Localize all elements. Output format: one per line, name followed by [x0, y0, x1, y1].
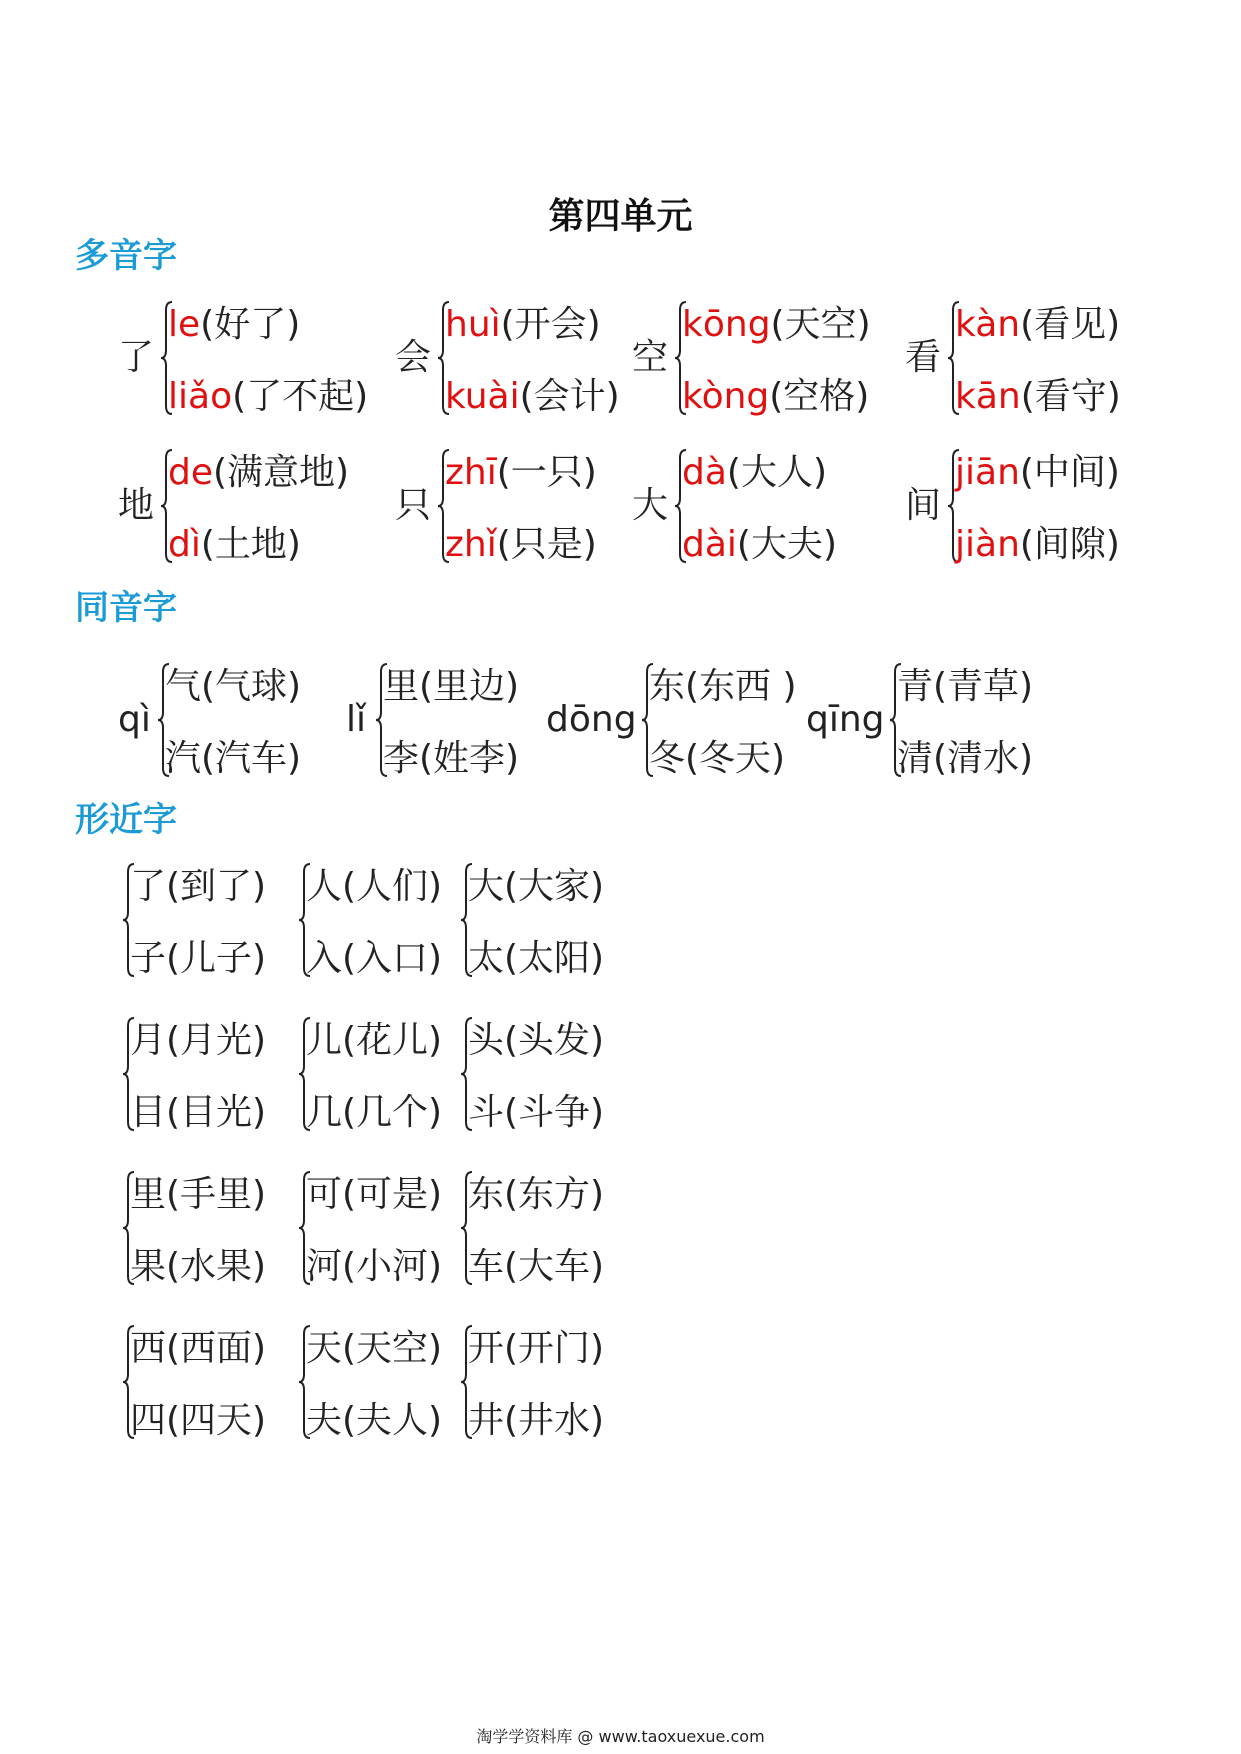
example-word: (好了): [200, 304, 301, 345]
group-item: 人(人们): [306, 866, 443, 907]
group-item: 四(四天): [130, 1400, 267, 1441]
group-item: 斗(斗争): [468, 1092, 605, 1133]
group-head: 地: [118, 485, 155, 526]
page-title: 第四单元: [548, 196, 693, 237]
pinyin-text: dà: [682, 452, 727, 493]
example-word: (满意地): [213, 452, 350, 493]
group-item: 清(清水): [897, 738, 1034, 779]
section-heading-homophone: 同音字: [75, 588, 177, 628]
group-item: 头(头发): [468, 1020, 605, 1061]
example-word: (大人): [726, 452, 828, 493]
group-item: 东(东西 ): [649, 666, 797, 707]
group-item: 太(太阳): [468, 938, 605, 979]
group-item: [682, 300, 871, 350]
pinyin-text: jiàn: [955, 524, 1020, 565]
group-item: 汽(汽车): [165, 738, 302, 779]
group-item: [955, 372, 1121, 422]
group-item: 开(开门): [468, 1328, 605, 1369]
group-item: 天(天空): [306, 1328, 443, 1369]
pinyin-text: jiān: [955, 452, 1020, 493]
example-word: (土地): [200, 524, 301, 565]
pinyin-text: kuài: [445, 376, 520, 417]
group-item: 青(青草): [897, 666, 1034, 707]
pinyin-text: de: [168, 452, 213, 493]
group-head: 空: [632, 337, 669, 378]
group-item: 几(几个): [306, 1092, 443, 1133]
group-item: [682, 448, 827, 498]
group-item: [955, 300, 1120, 350]
group-head: qīng: [806, 699, 885, 740]
group-item: [445, 300, 601, 350]
group-head: qì: [118, 699, 151, 740]
example-word: (看守): [1020, 376, 1121, 417]
group-item: [955, 448, 1120, 498]
group-item: 井(井水): [468, 1400, 605, 1441]
group-item: 月(月光): [130, 1020, 267, 1061]
example-word: (一只): [496, 452, 597, 493]
pinyin-text: dài: [682, 524, 737, 565]
group-item: [682, 520, 837, 570]
example-word: (看见): [1020, 304, 1121, 345]
group-item: [168, 448, 349, 498]
group-item: [445, 520, 597, 570]
group-head: 间: [905, 485, 942, 526]
group-item: 东(东方): [468, 1174, 605, 1215]
group-item: 目(目光): [130, 1092, 267, 1133]
group-item: 可(可是): [306, 1174, 443, 1215]
pinyin-text: huì: [445, 304, 501, 345]
group-item: [168, 300, 300, 350]
group-item: 冬(冬天): [649, 738, 786, 779]
example-word: (间隙): [1019, 524, 1120, 565]
group-head: 会: [395, 337, 432, 378]
example-word: (中间): [1019, 452, 1120, 493]
group-item: 果(水果): [130, 1246, 267, 1287]
group-item: 了(到了): [130, 866, 267, 907]
pinyin-text: kōng: [682, 304, 771, 345]
group-item: 西(西面): [130, 1328, 267, 1369]
pinyin-text: zhī: [445, 452, 497, 493]
example-word: (会计): [519, 376, 620, 417]
group-item: [445, 448, 597, 498]
group-head: 大: [632, 485, 669, 526]
example-word: (大夫): [736, 524, 838, 565]
group-head: 了: [118, 337, 155, 378]
group-item: [445, 372, 620, 422]
group-head: lǐ: [346, 699, 367, 740]
group-item: [168, 372, 368, 422]
group-head: 看: [905, 337, 942, 378]
example-word: (只是): [496, 524, 597, 565]
example-word: (开会): [500, 304, 601, 345]
group-item: 入(入口): [306, 938, 443, 979]
group-item: 里(手里): [130, 1174, 267, 1215]
group-item: [168, 520, 301, 570]
pinyin-text: kòng: [682, 376, 770, 417]
group-head: dōng: [546, 699, 637, 740]
example-word: (空格): [769, 376, 870, 417]
example-word: (了不起): [232, 376, 369, 417]
pinyin-text: liǎo: [168, 376, 233, 417]
section-heading-polyphonic: 多音字: [75, 236, 177, 276]
group-item: 李(姓李): [383, 738, 520, 779]
group-head: 只: [395, 485, 432, 526]
pinyin-text: dì: [168, 524, 201, 565]
example-word: (天空): [770, 304, 871, 345]
group-item: 夫(夫人): [306, 1400, 443, 1441]
group-item: 里(里边): [383, 666, 520, 707]
group-item: 子(儿子): [130, 938, 267, 979]
pinyin-text: le: [168, 304, 201, 345]
pinyin-text: kàn: [955, 304, 1021, 345]
pinyin-text: kān: [955, 376, 1021, 417]
group-item: 儿(花儿): [306, 1020, 443, 1061]
pinyin-text: zhǐ: [445, 524, 497, 565]
group-item: 车(大车): [468, 1246, 605, 1287]
group-item: 河(小河): [306, 1246, 443, 1287]
group-item: 气(气球): [165, 666, 302, 707]
group-item: [682, 372, 869, 422]
group-item: [955, 520, 1120, 570]
footer-watermark: 淘学学资料库 @ www.taoxuexue.com: [476, 1727, 765, 1746]
group-item: 大(大家): [468, 866, 605, 907]
section-heading-similar: 形近字: [75, 800, 177, 840]
